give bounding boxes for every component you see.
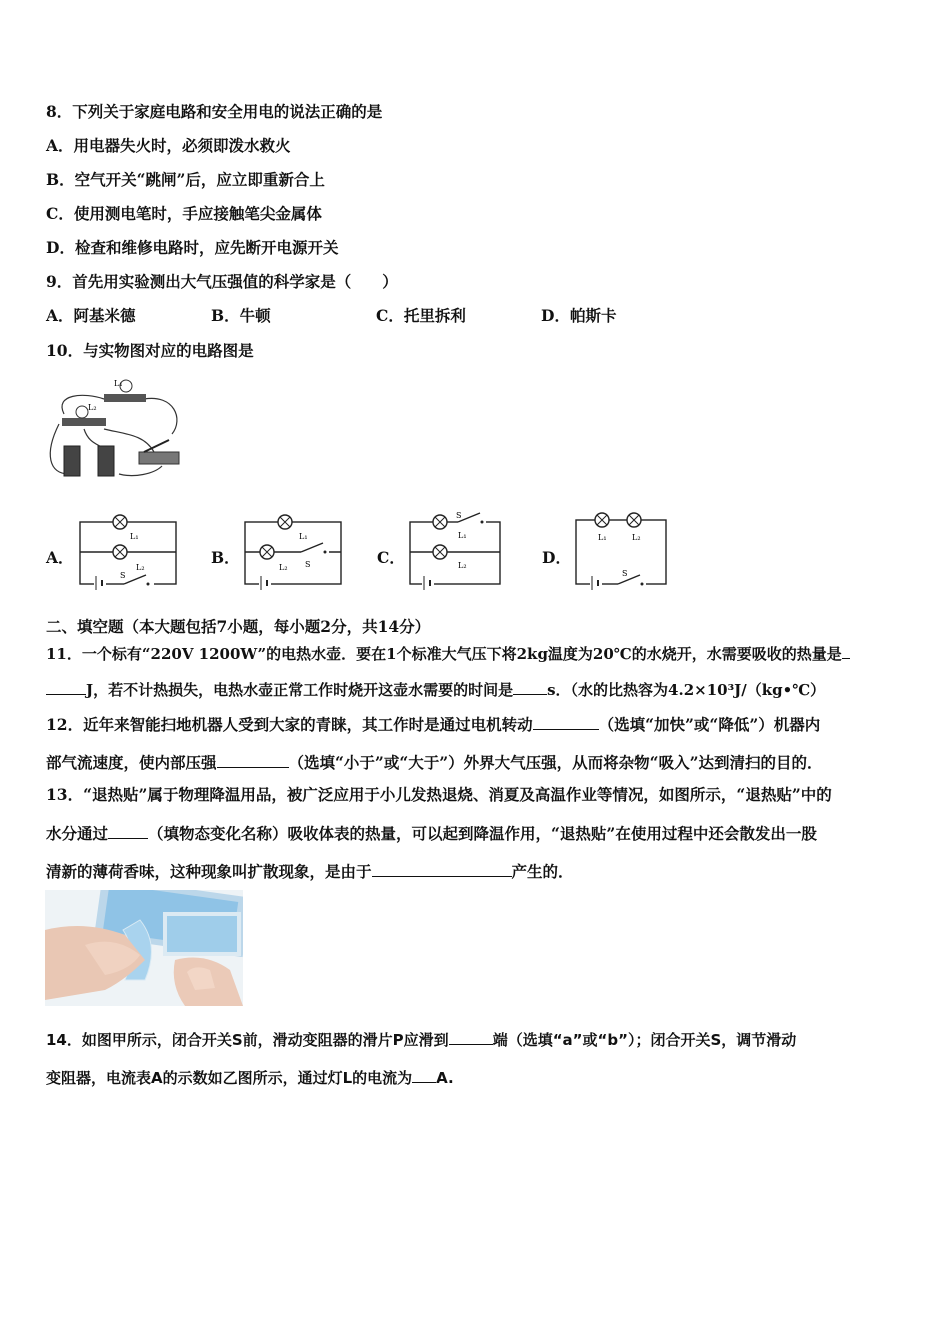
circuit-c-diagram <box>404 508 514 590</box>
q11-text2b: s．（水的比热容为4.2×10³J/（kg•℃） <box>547 681 826 699</box>
svg-text:S: S <box>305 560 311 569</box>
q9-option-a: A．阿基米德 <box>46 306 136 325</box>
q12-text1a: 12．近年来智能扫地机器人受到大家的青睐，其工作时是通过电机转动 <box>46 715 533 734</box>
q11-blank1-start[interactable] <box>842 642 850 659</box>
svg-text:L₂: L₂ <box>88 403 97 412</box>
q8-option-d: D．检查和维修电路时，应先断开电源开关 <box>46 238 339 257</box>
q12-text2a: 部气流速度，使内部压强 <box>46 753 217 772</box>
q12-text1b: （选填“加快”或“降低”）机器内 <box>598 715 821 734</box>
svg-text:S: S <box>456 511 462 520</box>
q14-text1a: 14．如图甲所示，闭合开关S前，滑动变阻器的滑片P应滑到 <box>46 1031 449 1049</box>
q9-options <box>46 306 616 326</box>
q12-blank1[interactable] <box>533 713 599 730</box>
q13-text2b: （填物态变化名称）吸收体表的热量，可以起到降温作用，“退热贴”在使用过程中还会散发出一股 <box>148 824 817 843</box>
q13-text3b: 产生的． <box>511 862 574 881</box>
q8-option-b: B．空气开关“跳闸”后，应立即重新合上 <box>46 170 325 189</box>
q11-line1 <box>46 642 850 664</box>
q13-line3 <box>46 860 574 882</box>
q12-line1 <box>46 713 820 735</box>
q14-line1 <box>46 1028 796 1050</box>
q12-text2b: （选填“小于”或“大于”）外界大气压强，从而将杂物“吸入”达到清扫的目的． <box>288 753 823 772</box>
svg-text:L₁: L₁ <box>130 532 139 541</box>
q10-option-d: D． <box>542 548 571 567</box>
q13-text3a: 清新的薄荷香味，这种现象叫扩散现象，是由于 <box>46 862 372 881</box>
q10-option-c: C． <box>377 548 405 567</box>
q11-blank1[interactable] <box>46 678 86 695</box>
q9-option-c: C．托里拆利 <box>376 306 466 325</box>
q14-blank2[interactable] <box>412 1066 436 1083</box>
q11-text2a: J，若不计热损失，电热水壶正常工作时烧开这壶水需要的时间是 <box>86 681 514 699</box>
svg-text:L₁: L₁ <box>114 379 123 388</box>
svg-text:S: S <box>120 571 126 580</box>
q14-text2a: 变阻器，电流表A的示数如乙图所示，通过灯L的电流为 <box>46 1069 413 1087</box>
q14-text2b: A. <box>436 1069 454 1087</box>
q10-stem: 10．与实物图对应的电路图是 <box>46 341 254 360</box>
q13-blank1[interactable] <box>108 822 148 839</box>
q14-line2 <box>46 1066 454 1088</box>
q9-option-d: D．帕斯卡 <box>541 306 617 325</box>
q13-line2 <box>46 822 817 844</box>
q11-blank2[interactable] <box>513 678 547 695</box>
q14-blank1[interactable] <box>449 1028 493 1045</box>
circuit-b-diagram <box>239 512 349 590</box>
svg-text:S: S <box>622 569 628 578</box>
q8-stem: 8．下列关于家庭电路和安全用电的说法正确的是 <box>46 102 383 121</box>
svg-text:L₂: L₂ <box>458 561 467 570</box>
q11-line2 <box>46 678 825 700</box>
svg-text:L₁: L₁ <box>598 533 607 542</box>
q13-blank2[interactable] <box>372 860 512 877</box>
svg-text:L₂: L₂ <box>632 533 641 542</box>
svg-text:L₂: L₂ <box>279 563 288 572</box>
q9-stem: 9．首先用实验测出大气压强值的科学家是（ ） <box>46 272 398 291</box>
svg-text:L₂: L₂ <box>136 563 145 572</box>
q10-option-b: B． <box>211 548 240 567</box>
q9-option-b: B．牛顿 <box>211 306 271 325</box>
q13-line1: 13．“退热贴”属于物理降温用品，被广泛应用于小儿发热退烧、消夏及高温作业等情况，如图所示，“退热贴”中的 <box>46 785 832 804</box>
svg-text:L₁: L₁ <box>458 531 467 540</box>
q11-text1: 11．一个标有“220V 1200W”的电热水壶．要在1个标准大气压下将2kg温度为20℃的水烧开，水需要吸收的热量是 <box>46 645 842 663</box>
cooling-patch-photo <box>45 890 243 1006</box>
q8-option-a: A．用电器失火时，必须即泼水救火 <box>46 136 291 155</box>
svg-text:L₁: L₁ <box>299 532 308 541</box>
physical-circuit-figure <box>44 374 194 484</box>
q13-text2a: 水分通过 <box>46 824 109 843</box>
q12-line2 <box>46 751 823 773</box>
q10-option-a: A． <box>46 548 74 567</box>
circuit-a-diagram <box>74 512 184 590</box>
circuit-d-diagram <box>570 508 680 590</box>
q14-text1b: 端（选填“a”或“b”）；闭合开关S，调节滑动 <box>492 1031 797 1049</box>
q8-option-c: C．使用测电笔时，手应接触笔尖金属体 <box>46 204 322 223</box>
q12-blank2[interactable] <box>217 751 289 768</box>
section-heading: 二、填空题（本大题包括7小题，每小题2分，共14分） <box>46 617 431 636</box>
